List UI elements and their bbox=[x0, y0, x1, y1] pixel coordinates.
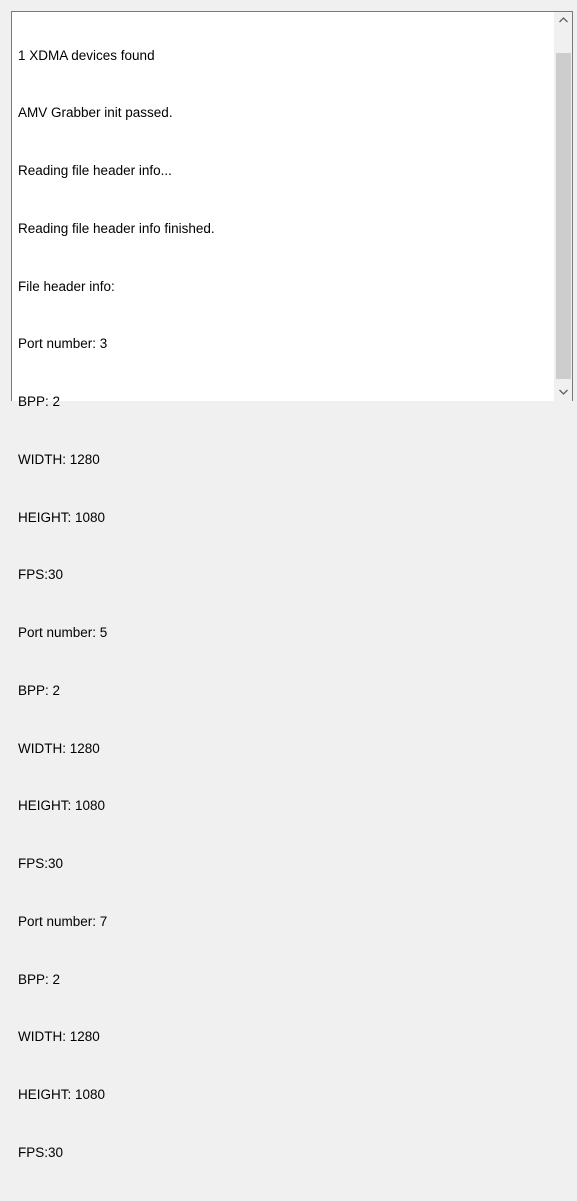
scroll-track[interactable] bbox=[555, 29, 572, 384]
scroll-down-button[interactable] bbox=[555, 384, 572, 401]
log-line: Reading file header info finished. bbox=[18, 220, 215, 236]
log-lines bbox=[18, 7, 558, 1201]
log-line: File header info: bbox=[18, 278, 115, 294]
log-line: BPP: 2 bbox=[18, 682, 61, 698]
log-line: HEIGHT: 1080 bbox=[18, 509, 106, 525]
log-line: 1 XDMA devices found bbox=[18, 47, 155, 63]
log-line: Reading file header info... bbox=[18, 163, 172, 178]
log-line: HEIGHT: 1080 bbox=[18, 798, 106, 814]
log-line: FPS:30 bbox=[18, 856, 64, 871]
log-line: HEIGHT: 1080 bbox=[18, 1087, 106, 1102]
chevron-up-icon bbox=[559, 17, 568, 23]
scroll-up-button[interactable] bbox=[555, 12, 572, 29]
log-line: WIDTH: 1280 bbox=[18, 1029, 100, 1045]
log-line: AMV Grabber init passed. bbox=[18, 105, 173, 121]
log-line: WIDTH: 1280 bbox=[18, 451, 100, 467]
log-output-listbox[interactable] bbox=[11, 11, 573, 1160]
log-line: Port number: 5 bbox=[18, 625, 108, 640]
log-line: BPP: 2 bbox=[18, 394, 61, 409]
log-line: Port number: 7 bbox=[18, 913, 108, 929]
log-line: FPS:30 bbox=[18, 567, 64, 583]
scroll-thumb[interactable] bbox=[556, 53, 571, 379]
log-line: Port number: 3 bbox=[18, 336, 108, 352]
log-line: WIDTH: 1280 bbox=[18, 740, 100, 756]
chevron-down-icon bbox=[559, 389, 568, 395]
log-line: FPS:30 bbox=[18, 1144, 64, 1160]
log-line: BPP: 2 bbox=[18, 971, 61, 987]
vertical-scrollbar[interactable] bbox=[554, 12, 572, 401]
